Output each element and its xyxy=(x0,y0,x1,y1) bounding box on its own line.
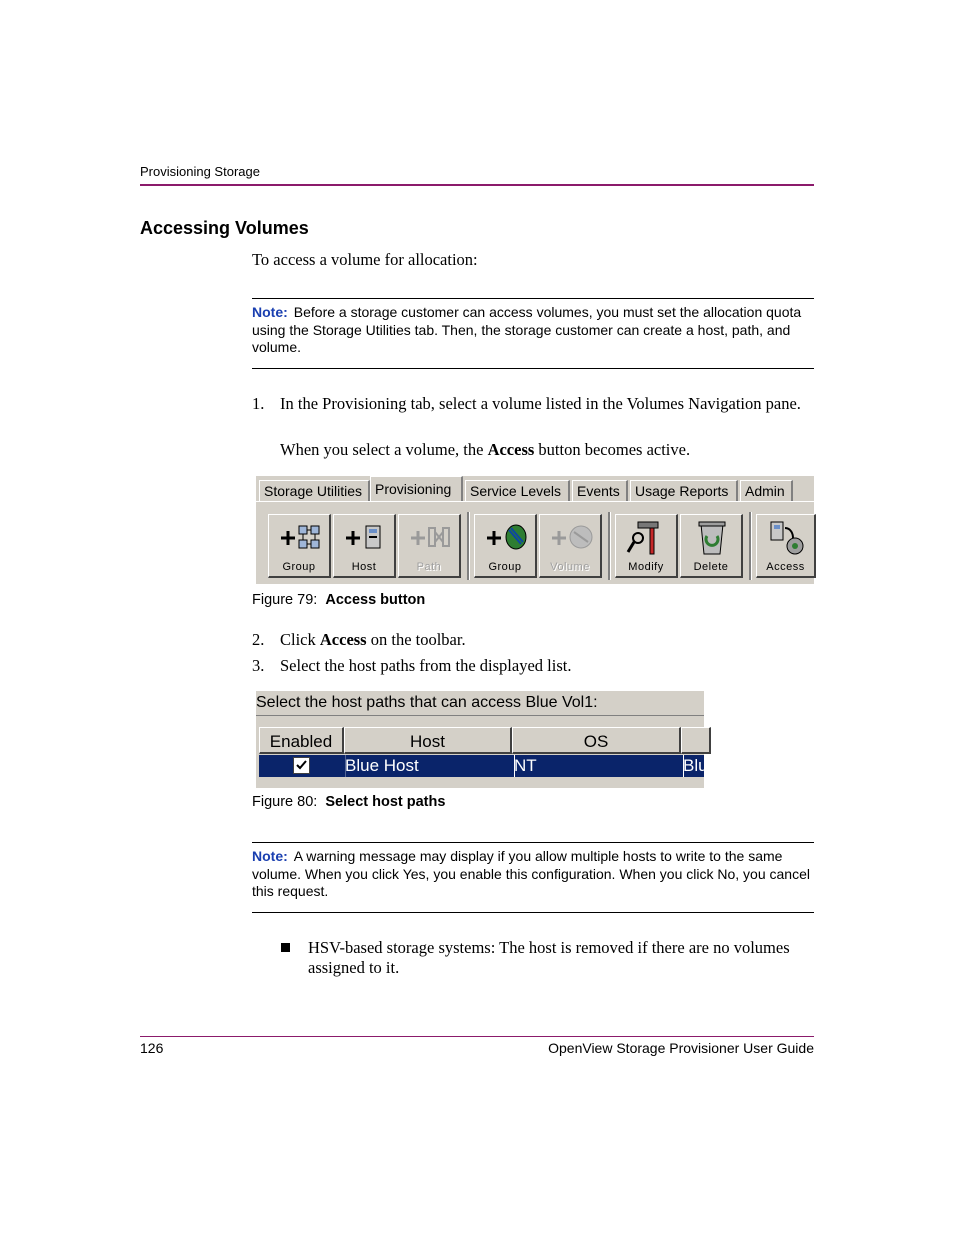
figure-79-toolbar xyxy=(256,476,814,584)
intro-text: To access a volume for allocation: xyxy=(252,250,478,269)
tab-service-levels[interactable]: Service Levels xyxy=(465,480,570,501)
truncated-cell: Blu xyxy=(683,756,708,775)
delete-button[interactable] xyxy=(680,514,743,578)
note2-bottom-rule xyxy=(252,912,814,913)
note1-label: Note: xyxy=(252,304,288,320)
figure-79-caption-text: Access button xyxy=(325,592,426,608)
note2 xyxy=(252,848,814,901)
header-rule xyxy=(140,184,814,186)
step-1-text: In the Provisioning tab, select a volume listed in the Volumes Navigation pane. xyxy=(280,394,801,413)
add-volume-button[interactable] xyxy=(539,514,602,578)
note1 xyxy=(252,304,814,357)
step-3 xyxy=(252,656,571,676)
add-volume-group-label: Group xyxy=(488,561,522,573)
column-os[interactable]: OS xyxy=(512,727,681,754)
delete-label: Delete xyxy=(693,561,729,573)
tab-bar xyxy=(256,476,814,502)
toolbar-separator xyxy=(749,512,752,580)
footer-rule xyxy=(140,1036,814,1037)
host-cell: Blue Host xyxy=(345,756,419,775)
bullet-text: HSV-based storage systems: The host is removed if there are no volumes assigned to it. xyxy=(308,938,790,977)
tab-events[interactable]: Events xyxy=(572,480,628,501)
figure-79-caption xyxy=(252,592,425,608)
add-group-label: Group xyxy=(282,561,316,573)
section-title: Accessing Volumes xyxy=(140,218,309,238)
column-host[interactable]: Host xyxy=(344,727,512,754)
add-volume-label: Volume xyxy=(550,561,590,573)
toolbar-separator xyxy=(608,512,611,580)
step-1 xyxy=(252,394,814,414)
step-2 xyxy=(252,630,466,650)
note2-top-rule xyxy=(252,842,814,843)
step-2-post: on the toolbar. xyxy=(366,630,466,649)
note1-top-rule xyxy=(252,298,814,299)
add-path-label: Path xyxy=(416,561,442,573)
add-volume-group-button[interactable] xyxy=(474,514,537,578)
step-2-bold: Access xyxy=(319,630,367,649)
column-enabled[interactable]: Enabled xyxy=(259,727,344,754)
add-host-label: Host xyxy=(351,561,377,573)
os-cell: NT xyxy=(514,756,537,775)
figure-80-host-paths xyxy=(256,691,708,788)
note2-post: , you cancel this request. xyxy=(252,865,810,899)
host-paths-prompt: Select the host paths that can access Blue Vol1: xyxy=(256,694,598,711)
bullet-square-icon xyxy=(281,943,290,952)
note2-mid: , you enable this configuration. When you click xyxy=(425,865,718,882)
tab-usage-reports[interactable]: Usage Reports xyxy=(630,480,738,501)
step-3-text: Select the host paths from the displayed list. xyxy=(280,656,572,675)
checkmark-icon xyxy=(294,758,309,773)
figure-80-caption-label: Figure 80: xyxy=(252,794,318,810)
figure-80-caption xyxy=(252,794,445,810)
step-2-number: 2. xyxy=(252,630,265,649)
access-button[interactable] xyxy=(756,514,816,578)
tab-admin[interactable]: Admin xyxy=(740,480,793,501)
page-number: 126 xyxy=(140,1040,164,1056)
modify-button[interactable] xyxy=(615,514,678,578)
add-path-button[interactable] xyxy=(398,514,461,578)
note1-text: Before a storage customer can access volumes, you must set the allocation quota using the Storage Utilities tab. Then, the storage customer can create a host, path, and volume. xyxy=(252,304,802,355)
step-2-pre: Click xyxy=(280,630,320,649)
add-group-button[interactable] xyxy=(268,514,331,578)
figure-79-caption-label: Figure 79: xyxy=(252,592,318,608)
step-1-sub-pre: When you select a volume, the xyxy=(280,440,488,459)
add-host-button[interactable] xyxy=(333,514,396,578)
note2-yes: Yes xyxy=(402,865,426,882)
tab-storage-utilities[interactable]: Storage Utilities xyxy=(259,480,370,501)
footer-title: OpenView Storage Provisioner User Guide xyxy=(548,1040,814,1056)
access-label: Access xyxy=(766,561,805,573)
step-1-sub-bold: Access xyxy=(487,440,535,459)
column-extra xyxy=(681,727,711,754)
modify-label: Modify xyxy=(628,561,664,573)
running-header: Provisioning Storage xyxy=(140,164,260,179)
prompt-separator xyxy=(256,715,704,716)
toolbar-separator xyxy=(467,512,470,580)
enabled-checkbox[interactable] xyxy=(293,757,310,774)
table-row[interactable] xyxy=(259,755,708,777)
step-1-sub-post: button becomes active. xyxy=(534,440,691,459)
step-3-number: 3. xyxy=(252,656,265,675)
tab-underline xyxy=(256,501,814,502)
note2-label: Note: xyxy=(252,848,288,864)
note2-pre: A warning message may display if you allow multiple hosts to write to the same volume. When you click xyxy=(252,848,783,882)
figure-80-caption-text: Select host paths xyxy=(325,794,446,810)
step-1-number: 1. xyxy=(252,394,265,413)
step-1-sub xyxy=(280,440,690,460)
note2-no: No xyxy=(717,865,736,882)
tab-provisioning[interactable]: Provisioning xyxy=(370,476,463,502)
note1-bottom-rule xyxy=(252,368,814,369)
